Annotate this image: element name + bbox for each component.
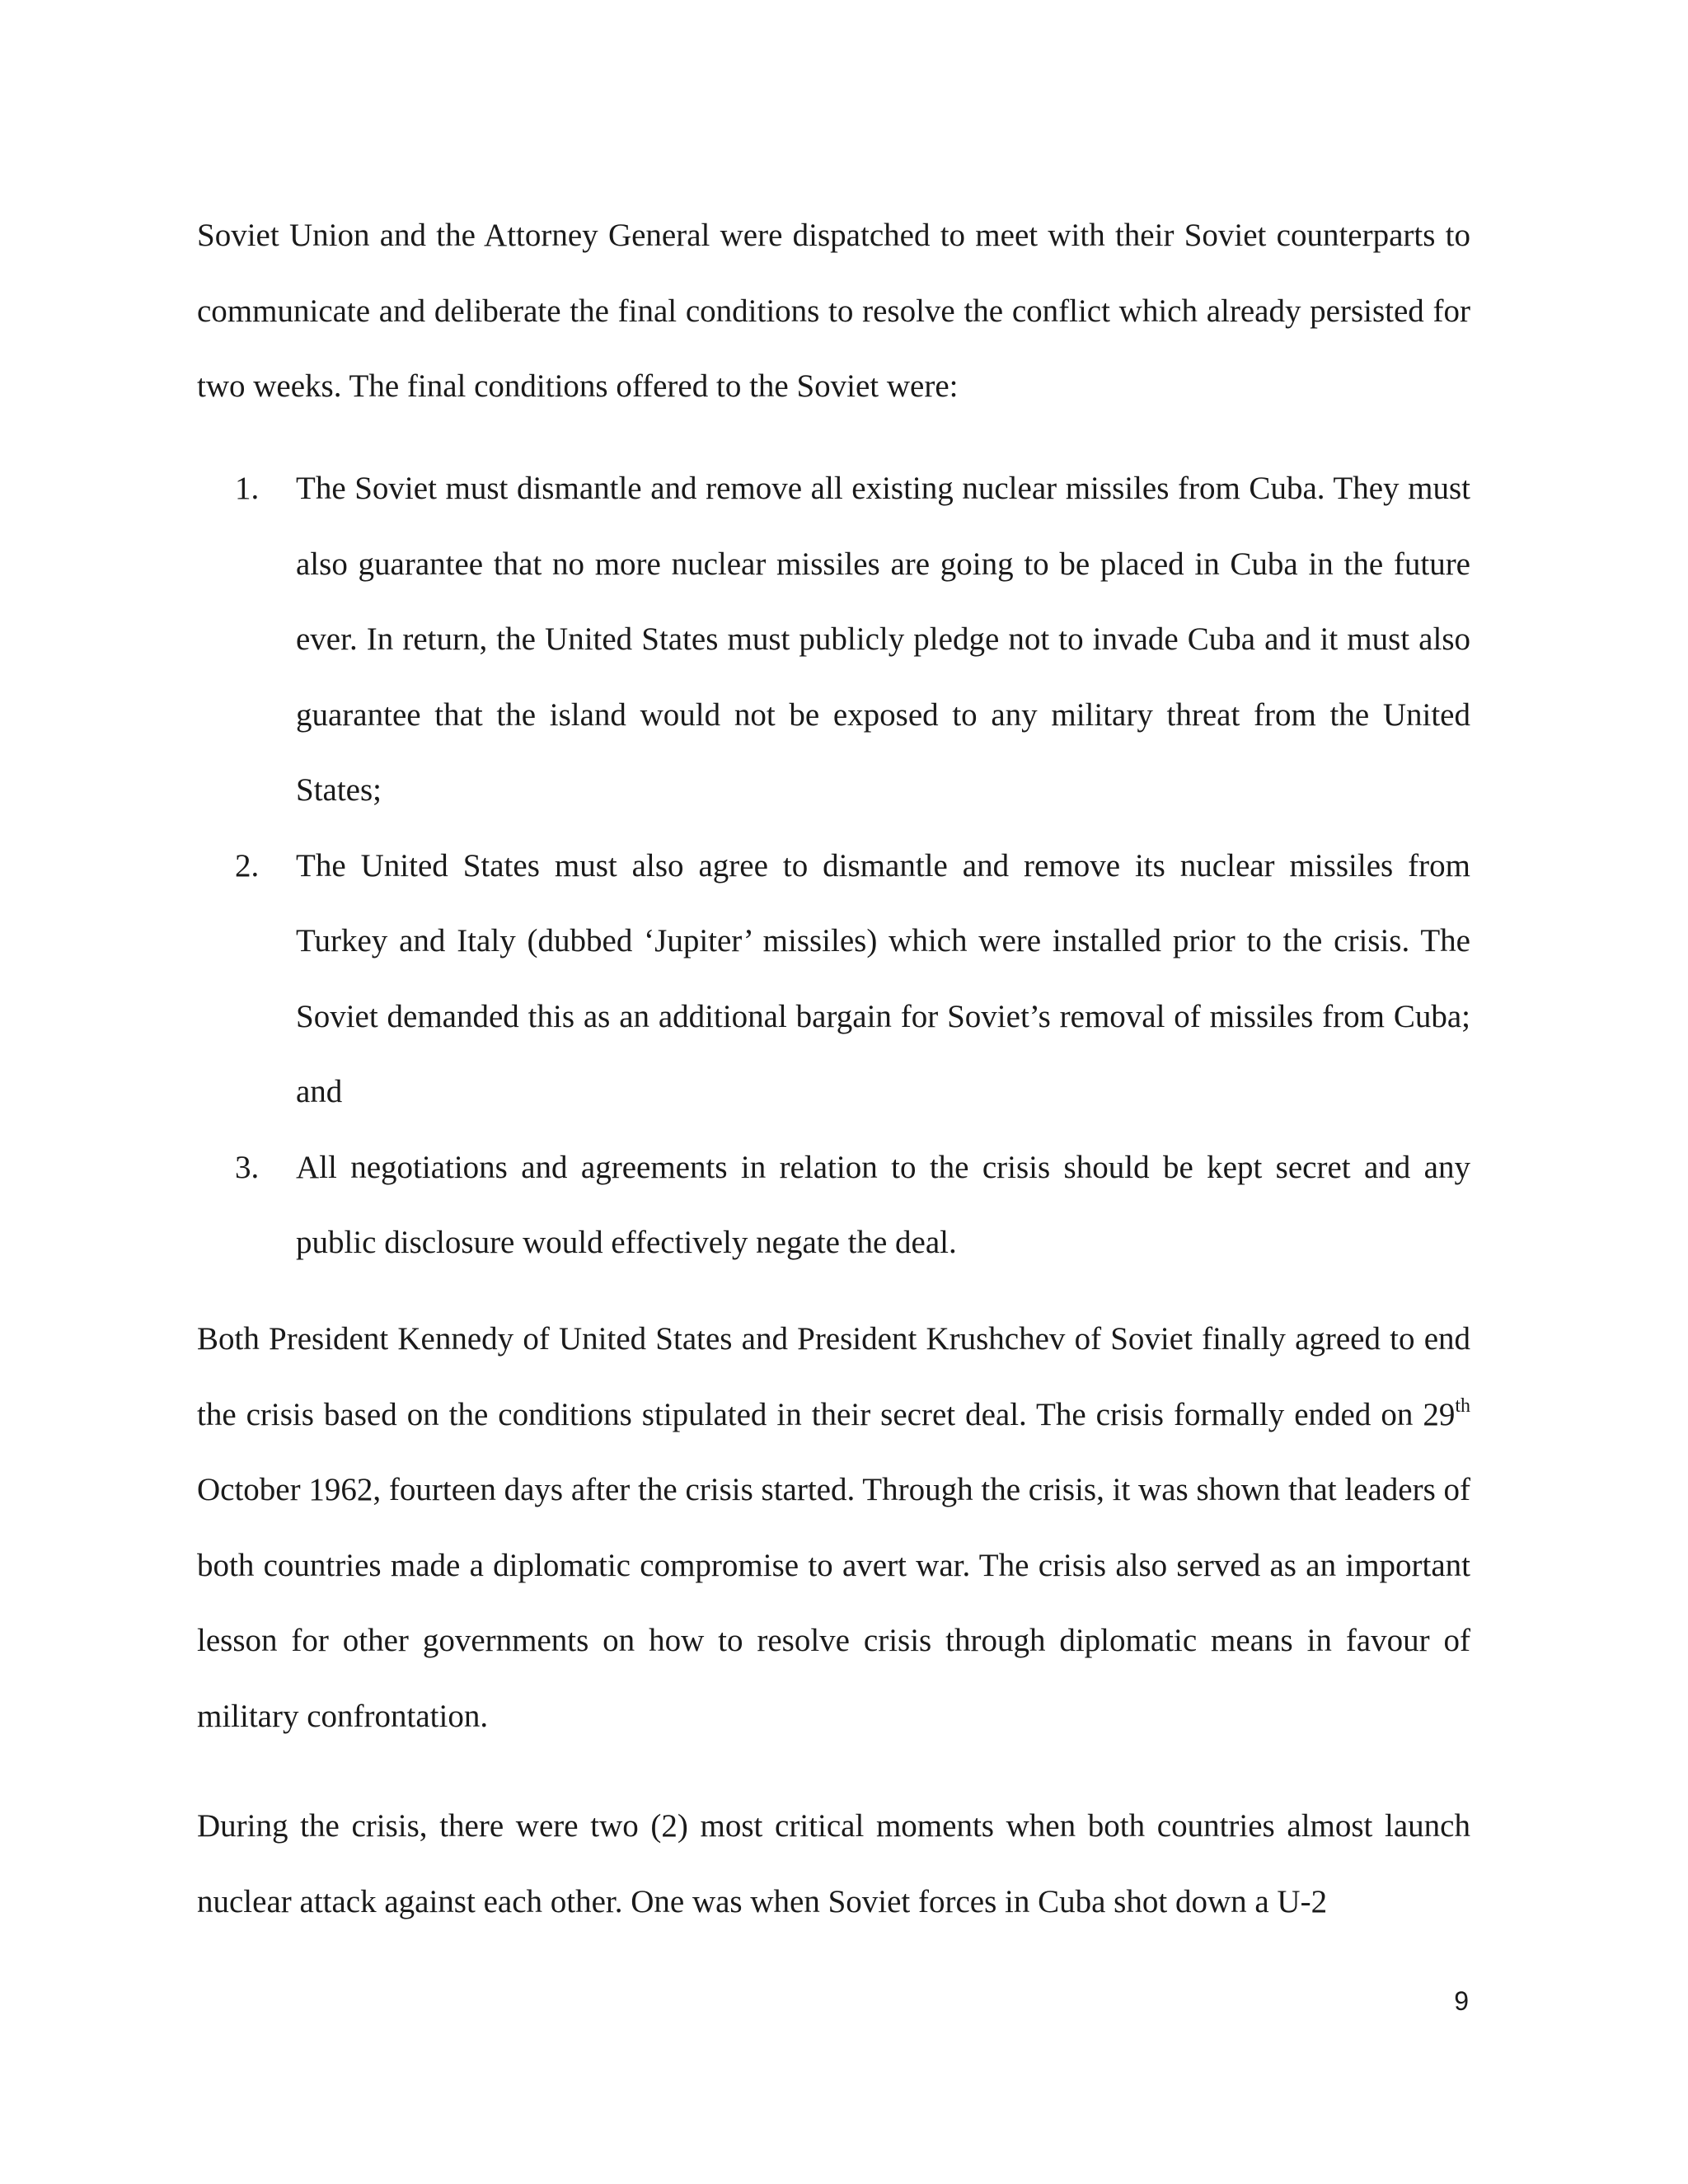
list-item bbox=[197, 828, 1470, 1130]
conditions-list bbox=[197, 451, 1470, 1281]
list-item-text: The Soviet must dismantle and remove all existing nuclear missiles from Cuba. They must also guarantee that no more nuclear missiles are going to be placed in Cuba in the future ever. In return, the United States must publicly pledge not to invade Cuba and it must also guarantee that the island would not be exposed to any military threat from the United States; bbox=[296, 471, 1470, 808]
list-item-number: 1. bbox=[235, 471, 260, 506]
list-item-text: All negotiations and agreements in relation to the crisis should be kept secret and any public disclosure would effectively negate the deal. bbox=[296, 1149, 1470, 1260]
page-number: 9 bbox=[1454, 1986, 1469, 2016]
ordinal-superscript: th bbox=[1455, 1394, 1470, 1417]
paragraph-agreement bbox=[197, 1301, 1470, 1754]
list-item-text: The United States must also agree to dismantle and remove its nuclear missiles from Turkey and Italy (dubbed ‘Jupiter’ missiles) which were installed prior to the crisis. The Soviet demanded this as an additional bargain for Soviet’s removal of missiles from Cuba; and bbox=[296, 847, 1470, 1109]
paragraph-agreement-text-start: Both President Kennedy of United States and President Krushchev of Soviet finally agreed to end the crisis based on the conditions stipulated in their secret deal. The crisis formally ended on 29 bbox=[197, 1321, 1470, 1432]
list-item-number: 2. bbox=[235, 847, 260, 883]
paragraph-critical-moments: During the crisis, there were two (2) most critical moments when both countries almost launch nuclear attack against each other. One was when Soviet forces in Cuba shot down a U-2 bbox=[197, 1808, 1470, 1919]
paragraph-agreement-text-end: October 1962, fourteen days after the crisis started. Through the crisis, it was shown that leaders of both countries made a diplomatic compromise to avert war. The crisis also served as an important lesson for other governments on how to resolve crisis through diplomatic means in favour of military confrontation. bbox=[197, 1472, 1470, 1734]
list-item bbox=[197, 451, 1470, 828]
paragraph-intro: Soviet Union and the Attorney General were dispatched to meet with their Soviet counterparts to communicate and deliberate the final conditions to resolve the conflict which already persisted for two weeks. The final conditions offered to the Soviet were: bbox=[197, 218, 1470, 404]
list-item-number: 3. bbox=[235, 1149, 260, 1185]
list-item bbox=[197, 1130, 1470, 1281]
